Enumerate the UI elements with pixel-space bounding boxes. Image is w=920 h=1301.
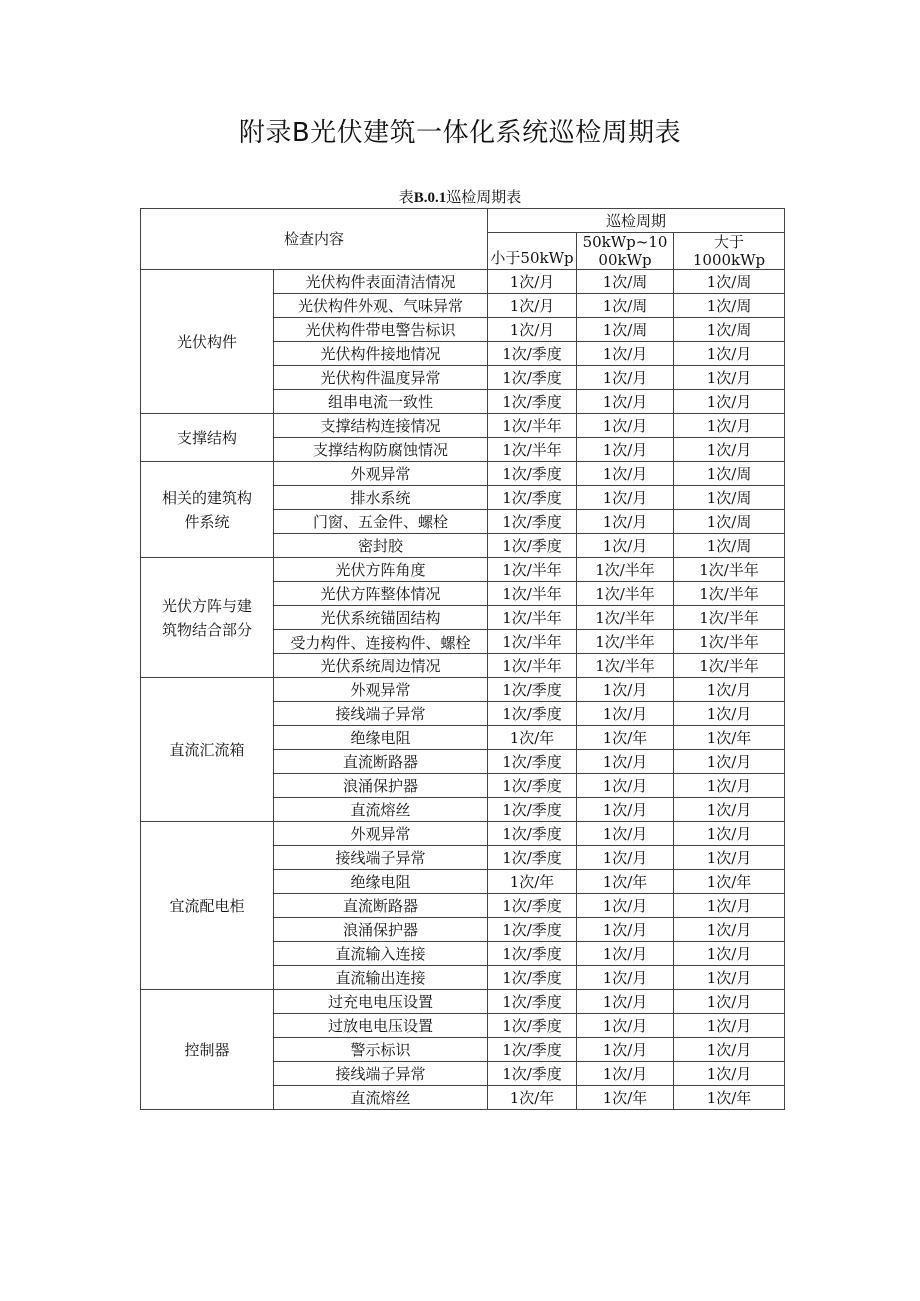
period-small: 1次/季度 xyxy=(488,966,577,990)
period-small: 1次/季度 xyxy=(488,918,577,942)
inspection-item-label: 警示标识 xyxy=(350,1040,411,1059)
period-medium: 1次/月 xyxy=(577,342,674,366)
inspection-item-label: 过放电电压设置 xyxy=(328,1016,434,1035)
period-small: 1次/季度 xyxy=(488,366,577,390)
page-title: 附录B光伏建筑一体化系统巡检周期表 xyxy=(238,118,682,148)
inspection-item-label: 组串电流一致性 xyxy=(328,392,434,411)
period-small: 1次/月 xyxy=(488,318,577,342)
period-large: 1次/半年 xyxy=(674,654,785,678)
period-small: 1次/半年 xyxy=(488,630,577,654)
inspection-item-label: 外观异常 xyxy=(350,824,411,843)
period-small: 1次/半年 xyxy=(488,558,577,582)
table-body xyxy=(141,209,785,1110)
group-name-cell xyxy=(141,678,274,822)
period-medium: 1次/月 xyxy=(577,462,674,486)
period-medium: 1次/月 xyxy=(577,390,674,414)
inspection-item xyxy=(274,942,488,966)
period-large: 1次/月 xyxy=(674,894,785,918)
header-col-large xyxy=(674,233,785,270)
inspection-item xyxy=(274,894,488,918)
group-name: 光伏方阵与建筑物结合部分 xyxy=(161,596,252,639)
inspection-item-label: 门窗、五金件、螺栓 xyxy=(313,512,449,531)
period-small: 1次/季度 xyxy=(488,486,577,510)
header-inspection-content: 检查内容 xyxy=(141,209,488,270)
table-row xyxy=(141,558,785,582)
inspection-item-label: 直流断路器 xyxy=(343,896,419,915)
period-medium: 1次/月 xyxy=(577,366,674,390)
period-small: 1次/季度 xyxy=(488,702,577,726)
period-medium: 1次/月 xyxy=(577,1062,674,1086)
period-large: 1次/月 xyxy=(674,822,785,846)
period-medium: 1次/月 xyxy=(577,846,674,870)
period-large: 1次/半年 xyxy=(674,630,785,654)
period-small: 1次/季度 xyxy=(488,510,577,534)
inspection-item xyxy=(274,798,488,822)
header-col-medium-line1: 50kWp~10 xyxy=(582,233,668,251)
group-name: 支撑结构 xyxy=(176,428,237,447)
period-small: 1次/月 xyxy=(488,294,577,318)
period-medium: 1次/月 xyxy=(577,822,674,846)
period-large: 1次/月 xyxy=(674,438,785,462)
period-medium: 1次/周 xyxy=(577,270,674,294)
period-medium: 1次/月 xyxy=(577,918,674,942)
period-medium: 1次/半年 xyxy=(577,630,674,654)
inspection-item-label: 浪涌保护器 xyxy=(343,776,419,795)
group-name: 相关的建筑构件系统 xyxy=(161,488,252,531)
period-small: 1次/半年 xyxy=(488,654,577,678)
table-row xyxy=(141,990,785,1014)
inspection-item-label: 直流熔丝 xyxy=(350,800,411,819)
period-medium: 1次/半年 xyxy=(577,654,674,678)
inspection-item xyxy=(274,822,488,846)
table-row xyxy=(141,822,785,846)
period-medium: 1次/月 xyxy=(577,1038,674,1062)
inspection-item xyxy=(274,750,488,774)
inspection-item-label: 外观异常 xyxy=(350,680,411,699)
group-name-cell xyxy=(141,990,274,1110)
inspection-item-label: 绝缘电阻 xyxy=(350,728,411,747)
header-col-small-label: 小于50kWp xyxy=(490,249,574,267)
inspection-item-label: 浪涌保护器 xyxy=(343,920,419,939)
group-name-cell xyxy=(141,414,274,462)
period-small: 1次/季度 xyxy=(488,822,577,846)
period-large: 1次/周 xyxy=(674,486,785,510)
period-small: 1次/季度 xyxy=(488,774,577,798)
group-name-cell xyxy=(141,462,274,558)
period-small: 1次/半年 xyxy=(488,582,577,606)
inspection-item xyxy=(274,966,488,990)
inspection-cycle-table xyxy=(140,208,785,1110)
table-row xyxy=(141,414,785,438)
period-medium: 1次/月 xyxy=(577,942,674,966)
inspection-item xyxy=(274,294,488,318)
period-large: 1次/月 xyxy=(674,1062,785,1086)
inspection-item xyxy=(274,990,488,1014)
inspection-item xyxy=(274,438,488,462)
period-small: 1次/半年 xyxy=(488,414,577,438)
group-name: 宜流配电柜 xyxy=(169,896,245,915)
period-large: 1次/月 xyxy=(674,990,785,1014)
inspection-item-label: 过充电电压设置 xyxy=(328,992,434,1011)
table-row xyxy=(141,462,785,486)
period-large: 1次/月 xyxy=(674,390,785,414)
period-medium: 1次/月 xyxy=(577,510,674,534)
inspection-item-label: 直流输入连接 xyxy=(335,944,426,963)
period-large: 1次/月 xyxy=(674,1014,785,1038)
period-small: 1次/季度 xyxy=(488,846,577,870)
inspection-item-label: 光伏构件带电警告标识 xyxy=(305,320,456,339)
inspection-item xyxy=(274,1038,488,1062)
period-medium: 1次/年 xyxy=(577,726,674,750)
period-medium: 1次/月 xyxy=(577,774,674,798)
period-medium: 1次/月 xyxy=(577,966,674,990)
inspection-item xyxy=(274,462,488,486)
inspection-item-label: 光伏构件温度异常 xyxy=(320,368,441,387)
period-large: 1次/周 xyxy=(674,270,785,294)
inspection-item-label: 支撑结构连接情况 xyxy=(320,416,441,435)
period-medium: 1次/半年 xyxy=(577,582,674,606)
period-large: 1次/年 xyxy=(674,726,785,750)
header-col-medium xyxy=(577,233,674,270)
period-medium: 1次/月 xyxy=(577,750,674,774)
inspection-item xyxy=(274,1086,488,1110)
period-small: 1次/季度 xyxy=(488,390,577,414)
period-large: 1次/月 xyxy=(674,678,785,702)
period-medium: 1次/周 xyxy=(577,294,674,318)
inspection-item-label: 光伏方阵整体情况 xyxy=(320,584,441,603)
period-small: 1次/年 xyxy=(488,726,577,750)
inspection-item xyxy=(274,606,488,630)
inspection-item xyxy=(274,390,488,414)
period-large: 1次/月 xyxy=(674,342,785,366)
inspection-item-label: 接线端子异常 xyxy=(335,848,426,867)
period-large: 1次/月 xyxy=(674,414,785,438)
inspection-item xyxy=(274,726,488,750)
period-small: 1次/月 xyxy=(488,270,577,294)
period-small: 1次/季度 xyxy=(488,894,577,918)
period-small: 1次/季度 xyxy=(488,798,577,822)
inspection-item-label: 密封胶 xyxy=(358,536,404,555)
table-row xyxy=(141,678,785,702)
period-large: 1次/周 xyxy=(674,534,785,558)
period-large: 1次/月 xyxy=(674,366,785,390)
period-small: 1次/半年 xyxy=(488,438,577,462)
inspection-item xyxy=(274,702,488,726)
period-small: 1次/年 xyxy=(488,870,577,894)
period-large: 1次/半年 xyxy=(674,606,785,630)
inspection-item-label: 光伏构件外观、气味异常 xyxy=(298,296,464,315)
header-col-medium-line2: 00kWp xyxy=(598,251,652,269)
group-name-cell xyxy=(141,558,274,678)
period-medium: 1次/月 xyxy=(577,414,674,438)
period-small: 1次/季度 xyxy=(488,534,577,558)
inspection-item xyxy=(274,870,488,894)
period-small: 1次/季度 xyxy=(488,1038,577,1062)
period-small: 1次/季度 xyxy=(488,462,577,486)
inspection-item-label: 光伏方阵角度 xyxy=(335,560,426,579)
caption-suffix: 巡检周期表 xyxy=(446,188,522,206)
period-large: 1次/月 xyxy=(674,942,785,966)
inspection-item-label: 光伏构件接地情况 xyxy=(320,344,441,363)
inspection-item xyxy=(274,918,488,942)
inspection-item-label: 外观异常 xyxy=(350,464,411,483)
period-large: 1次/周 xyxy=(674,294,785,318)
period-medium: 1次/月 xyxy=(577,534,674,558)
period-small: 1次/季度 xyxy=(488,750,577,774)
group-name-cell xyxy=(141,822,274,990)
period-medium: 1次/月 xyxy=(577,894,674,918)
inspection-item-label: 光伏系统周边情况 xyxy=(320,656,441,675)
period-large: 1次/周 xyxy=(674,318,785,342)
inspection-item xyxy=(274,270,488,294)
inspection-item-label: 直流熔丝 xyxy=(350,1088,411,1107)
inspection-item xyxy=(274,510,488,534)
inspection-item xyxy=(274,534,488,558)
table-caption xyxy=(0,186,920,207)
period-small: 1次/年 xyxy=(488,1086,577,1110)
period-medium: 1次/月 xyxy=(577,438,674,462)
period-medium: 1次/月 xyxy=(577,678,674,702)
period-small: 1次/季度 xyxy=(488,1062,577,1086)
inspection-item-label: 直流断路器 xyxy=(343,752,419,771)
table-row xyxy=(141,270,785,294)
period-large: 1次/年 xyxy=(674,1086,785,1110)
period-large: 1次/月 xyxy=(674,750,785,774)
period-large: 1次/半年 xyxy=(674,582,785,606)
period-large: 1次/月 xyxy=(674,1038,785,1062)
inspection-item-label: 排水系统 xyxy=(350,488,411,507)
period-medium: 1次/月 xyxy=(577,486,674,510)
header-col-small xyxy=(488,233,577,270)
inspection-item-label: 光伏系统锚固结构 xyxy=(320,608,441,627)
period-medium: 1次/周 xyxy=(577,318,674,342)
period-medium: 1次/月 xyxy=(577,1014,674,1038)
period-large: 1次/月 xyxy=(674,702,785,726)
period-small: 1次/季度 xyxy=(488,942,577,966)
group-name: 光伏构件 xyxy=(176,332,237,351)
inspection-item xyxy=(274,630,488,654)
inspection-item-label: 支撑结构防腐蚀情况 xyxy=(313,440,449,459)
period-medium: 1次/半年 xyxy=(577,558,674,582)
inspection-item-label: 受力构件、连接构件、螺栓 xyxy=(290,633,471,652)
caption-prefix: 表 xyxy=(398,188,414,206)
period-large: 1次/月 xyxy=(674,846,785,870)
period-medium: 1次/月 xyxy=(577,990,674,1014)
inspection-item xyxy=(274,414,488,438)
inspection-item-label: 直流输出连接 xyxy=(335,968,426,987)
period-small: 1次/季度 xyxy=(488,342,577,366)
period-large: 1次/周 xyxy=(674,462,785,486)
inspection-item xyxy=(274,558,488,582)
period-small: 1次/季度 xyxy=(488,1014,577,1038)
inspection-item xyxy=(274,486,488,510)
group-name-cell xyxy=(141,270,274,414)
period-medium: 1次/半年 xyxy=(577,606,674,630)
group-name: 控制器 xyxy=(184,1040,230,1059)
period-medium: 1次/年 xyxy=(577,870,674,894)
header-col-large-line1: 大于 xyxy=(714,233,745,251)
inspection-item xyxy=(274,582,488,606)
period-medium: 1次/年 xyxy=(577,1086,674,1110)
inspection-item-label: 接线端子异常 xyxy=(335,1064,426,1083)
period-large: 1次/周 xyxy=(674,510,785,534)
header-inspection-period: 巡检周期 xyxy=(488,209,785,233)
period-medium: 1次/月 xyxy=(577,702,674,726)
caption-number: B.0.1 xyxy=(413,190,447,206)
inspection-item xyxy=(274,366,488,390)
inspection-item xyxy=(274,1014,488,1038)
inspection-item-label: 接线端子异常 xyxy=(335,704,426,723)
period-small: 1次/季度 xyxy=(488,678,577,702)
inspection-item xyxy=(274,774,488,798)
inspection-item xyxy=(274,846,488,870)
inspection-item xyxy=(274,342,488,366)
period-small: 1次/半年 xyxy=(488,606,577,630)
period-large: 1次/年 xyxy=(674,870,785,894)
inspection-item xyxy=(274,654,488,678)
inspection-item xyxy=(274,1062,488,1086)
group-name: 直流汇流箱 xyxy=(169,740,245,759)
inspection-item xyxy=(274,678,488,702)
period-large: 1次/月 xyxy=(674,774,785,798)
period-large: 1次/月 xyxy=(674,798,785,822)
inspection-item-label: 光伏构件表面清洁情况 xyxy=(305,272,456,291)
period-small: 1次/季度 xyxy=(488,990,577,1014)
header-col-large-line2: 1000kWp xyxy=(692,251,766,269)
period-large: 1次/半年 xyxy=(674,558,785,582)
inspection-item xyxy=(274,318,488,342)
period-large: 1次/月 xyxy=(674,966,785,990)
period-medium: 1次/月 xyxy=(577,798,674,822)
period-large: 1次/月 xyxy=(674,918,785,942)
header-row-top xyxy=(141,209,785,233)
inspection-item-label: 绝缘电阻 xyxy=(350,872,411,891)
